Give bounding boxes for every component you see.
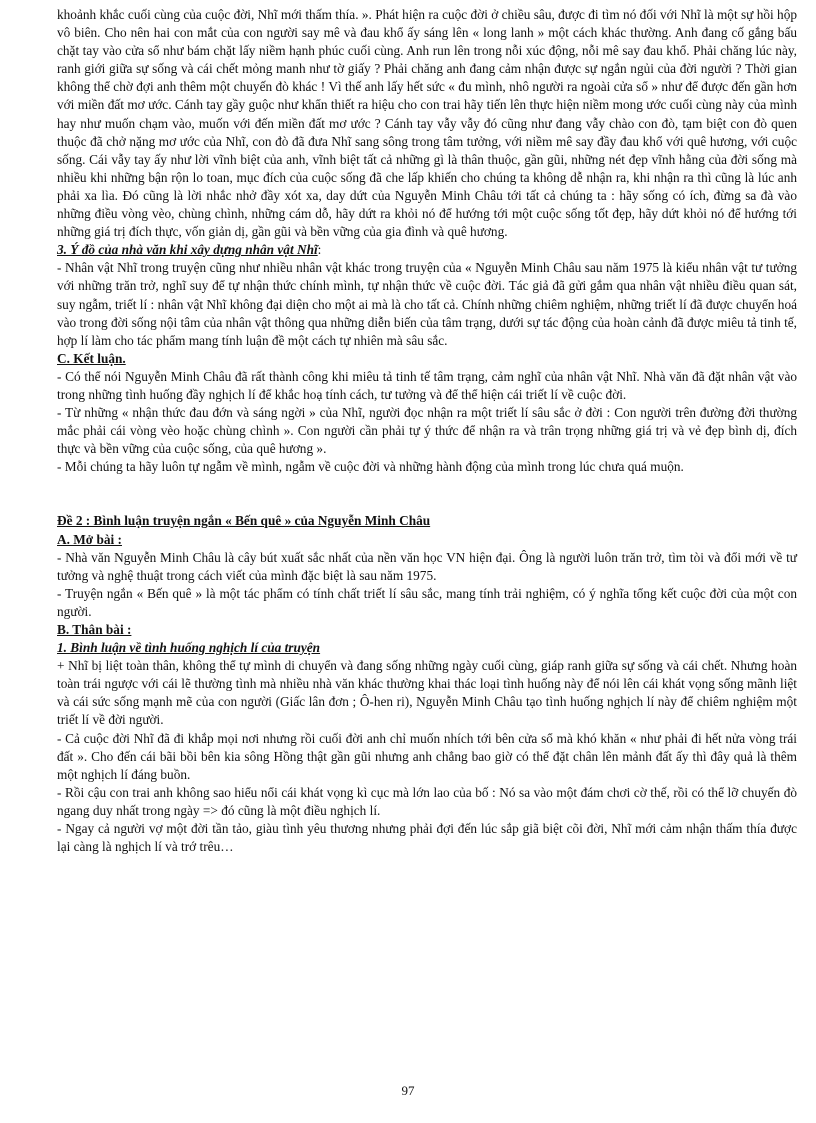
page-number: 97 (401, 1083, 415, 1098)
heading-3: 3. Ý đồ của nhà văn khi xây dựng nhân vật Nhĩ (57, 242, 318, 258)
paragraph: - Cả cuộc đời Nhĩ đã đi khắp mọi nơi nhưng rồi cuối đời anh chỉ muốn nhích tới bên cửa sổ mà khó khăn « như phải đi hết nửa vòng trái đất ». Cho đến cái bãi bồi bên kia sông Hồng thật gần gũi nhưng anh chẳng bao giờ có thể đặt chân lên mảnh đất ấy thì đây quả là thêm một nghịch lí đáng buồn. (57, 730, 797, 782)
paragraph: - Nhân vật Nhĩ trong truyện cũng như nhiều nhân vật khác trong truyện của « Nguyễn Minh Châu sau năm 1975 là kiểu nhân vật tư tưởng với những trăn trở, nghĩ suy để tự nhận thức chính mình, tự nhận thức về cuộc đời. Tác giả đã gửi gắm qua nhân vật nhiều điều quan sát, suy ngẫm, triết lí : nhân vật Nhĩ không đại diện cho một ai mà là cho tất cả. Chính những chiêm nghiệm, những triết lí đã được chuyển hoá vào trong đời sống nội tâm của nhân vật thông qua những diễn biến của tâm trạng, dưới sự tác động của hoàn cảnh đã được miêu tả tinh tế, hợp lí làm cho tác phẩm mang tính luận đề một cách tự nhiên mà sâu sắc. (57, 260, 797, 348)
essay-title: Đề 2 : Bình luận truyện ngắn « Bến quê » của Nguyễn Minh Châu (57, 513, 431, 529)
heading-body: B. Thân bài : (57, 622, 132, 637)
paragraph: - Từ những « nhận thức đau đớn và sáng ngời » của Nhĩ, người đọc nhận ra một triết lí sâu sắc ở đời : Con người trên đường đời thường mắc phải cái vòng vèo hoặc chùng chình ». Con người cần phải tự ý thức để nhận ra và trân trọng những giá trị và vẻ đẹp bình dị, đích thực và bền vững của cuộc sống, của quê hương ». (57, 405, 797, 457)
heading-b1: 1. Bình luận về tình huống nghịch lí của truyện (57, 640, 321, 656)
heading-conclusion: C. Kết luận. (57, 350, 126, 366)
heading-introduction: A. Mở bài : (57, 531, 122, 547)
paragraph: - Nhà văn Nguyễn Minh Châu là cây bút xuất sắc nhất của nền văn học VN hiện đại. Ông là người luôn trăn trở, tìm tòi và đổi mới về tư tưởng và nghệ thuật trong cách viết của mình đặc biệt là sau năm 1975. (57, 549, 797, 583)
paragraph: - Rồi cậu con trai anh không sao hiểu nổi cái khát vọng kì cục mà lớn lao của bố : Nó sa vào một đám chơi cờ thế, rồi có thể lỡ chuyến đò ngang duy nhất trong ngày => đó cũng là một điều nghịch lí. (57, 784, 797, 818)
paragraph: - Truyện ngắn « Bến quê » là một tác phẩm có tính chất triết lí sâu sắc, mang tính trải nghiệm, có ý nghĩa tổng kết cuộc đời của một con người. (57, 585, 797, 619)
paragraph: - Có thể nói Nguyễn Minh Châu đã rất thành công khi miêu tả tinh tế tâm trạng, cảm nghĩ của nhân vật Nhĩ. Nhà văn đã đặt nhân vật vào trong những tình huống đầy nghịch lí để khắc hoạ tính cách, tư tưởng và để thể hiện cái triết lí về cuộc đời. (57, 368, 797, 402)
paragraph: - Ngay cả người vợ một đời tần tảo, giàu tình yêu thương nhưng phải đợi đến lúc sắp giã biệt cõi đời, Nhĩ mới cảm nhận thấm thía được lại càng là nghịch lí và trớ trêu… (57, 821, 797, 855)
paragraph: - Mỗi chúng ta hãy luôn tự ngẫm về mình, ngẫm về cuộc đời và những hành động của mình trong lúc chưa quá muộn. (57, 459, 684, 475)
heading-3-line (57, 241, 797, 259)
paragraph: khoảnh khắc cuối cùng của cuộc đời, Nhĩ mới thấm thía. ». Phát hiện ra cuộc đời ở chiều sâu, được đi tìm nó đối với Nhĩ là một sự hồi hộp vô biên. Cho nên hai con mắt của con người say mê và đau khổ ấy sáng lên « long lanh » một cách khác thường. Anh đang cố gắng bấu chặt tay vào cửa sổ như bám chặt lấy niềm hạnh phúc cuối cùng. Anh run lên trong nỗi xúc động, nỗi mê say đau khổ. Phải chăng lúc này, ranh giới giữa sự sống và cái chết mỏng manh như tờ giấy ? Phải chăng anh đang cảm nhận được sự ngắn ngủi của đời người ? Thời gian không thể chờ đợi anh thêm một chuyến đò khác ! Vì thế anh lấy hết sức « đu mình, nhô người ra ngoài cửa sổ » như để được đến gần hơn với miền đất mơ ước. Cánh tay gầy guộc như khẩn thiết ra hiệu cho con trai hãy tiến lên thực hiện niềm mong ước cuối cùng này của mình hay như muốn chạm vào, muốn với đến miền đất mơ ước ? Cánh tay vẫy vẫy đó cũng như đang vẫy chào con đò, tạm biệt con đò quen thuộc đã chở nặng mơ ước của Nhĩ, con đò đã đưa Nhĩ sang sông trong tâm tưởng, với niềm mê say đầy đau khổ với quê hương, với cuộc sống. Cái vẫy tay ấy như lời vĩnh biệt của anh, vĩnh biệt tất cả những gì là thân thuộc, gần gũi, những nét đẹp vĩnh hằng của đời sống mà nhiều khi những bận rộn lo toan, mục đích của cuộc sống đã che lấp khiến cho chúng ta không dễ nhận ra, khi nhận ra thì cũng là lúc anh phải xa lìa. Đó cũng là lời nhắc nhở đầy xót xa, day dứt của Nguyễn Minh Châu tới tất cả chúng ta : hãy sống có ích, đừng sa đà vào những điều vòng vèo, chùng chình, những cám dỗ, hãy dứt ra khỏi nó để hướng tới một cuộc sống tốt đẹp, hãy dứt khỏi nó để hướng tới những giá trị đích thực, vốn giản dị, gần gũi và bền vững của gia đình và quê hương. (57, 7, 797, 240)
section-gap (57, 476, 797, 512)
page-body (57, 6, 797, 856)
paragraph: + Nhĩ bị liệt toàn thân, không thể tự mình di chuyển và đang sống những ngày cuối cùng, giáp ranh giữa sự sống và cái chết. Nhưng hoàn toàn trái ngược với cái lẽ thường tình mà nhiều nhà văn khác thường khai thác loại tình huống này để nói lên cái khát vọng sống mãnh liệt và cái sức sống mạnh mẽ của con người (Giấc lân đơn ; Ô-hen ri), Nguyễn Minh Châu tạo tình huống nghịch lí này để chiêm nghiệm một triết lí về đời người. (57, 658, 797, 728)
heading-3-suffix: : (317, 242, 322, 258)
